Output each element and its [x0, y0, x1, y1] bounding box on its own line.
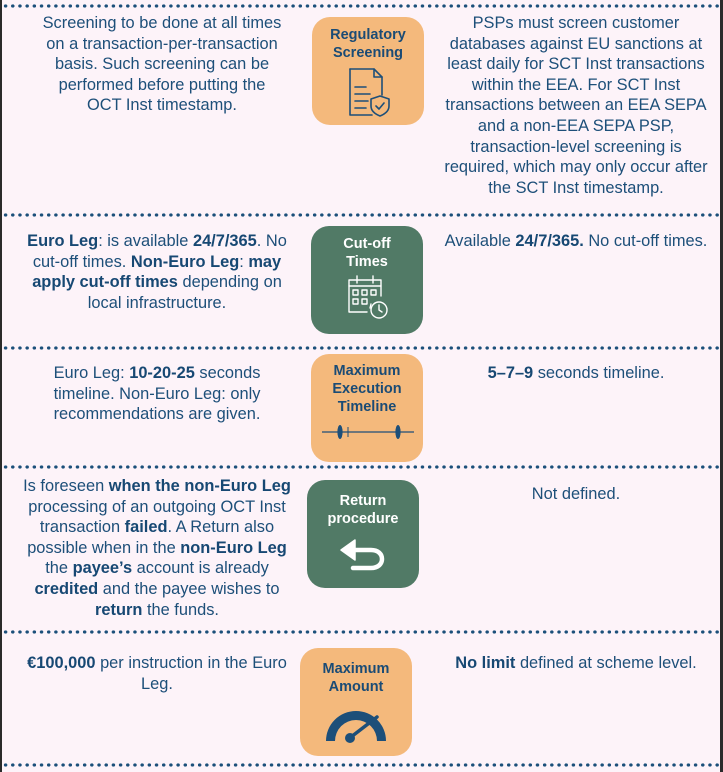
- text: . No cut-off times.: [32, 232, 287, 271]
- right-cell: [438, 363, 714, 384]
- tile-title-line: Amount: [328, 679, 384, 695]
- bold-text: may apply cut-off times: [32, 252, 282, 292]
- tile-maximum-execution-timeline: [311, 354, 423, 462]
- text: per instruction in the Euro Leg.: [95, 654, 287, 693]
- document-shield-check-icon: [342, 65, 394, 119]
- right-cell: [438, 653, 714, 674]
- text: defined at scheme level.: [515, 654, 697, 672]
- text: depending on local infrastructure.: [87, 273, 282, 312]
- text: :: [239, 252, 249, 271]
- tile-title: [312, 17, 424, 62]
- text: the: [45, 559, 73, 578]
- bold-text: No limit: [455, 654, 516, 672]
- tile-regulatory-screening: [312, 17, 424, 125]
- text: seconds timeline. Non-Euro Leg: only recommendations are given.: [53, 364, 261, 424]
- tile-title: [311, 226, 423, 271]
- speedometer-gauge-icon: [321, 701, 391, 745]
- dotted-separator: [2, 346, 720, 350]
- bold-text: Euro Leg: [27, 232, 99, 250]
- bold-text: return: [95, 600, 143, 619]
- text: and the payee wishes to: [98, 579, 280, 598]
- dotted-separator: [2, 213, 720, 217]
- tile-title-line: Cut-off: [343, 236, 391, 252]
- bold-text: 10-20-25: [129, 364, 195, 382]
- comparison-table: [2, 0, 720, 772]
- text: No cut-off times.: [583, 232, 708, 250]
- bold-text: payee’s: [72, 559, 133, 578]
- tile-title-line: Return: [339, 493, 387, 509]
- tile-title-line: Maximum: [333, 363, 401, 379]
- bold-text: failed: [124, 518, 168, 537]
- tile-title: [307, 480, 419, 528]
- dotted-separator: [2, 465, 720, 469]
- text: . A Return also possible when in the: [27, 518, 275, 557]
- return-arrow-icon: [337, 536, 389, 576]
- text: Available: [444, 232, 516, 250]
- right-cell: [438, 231, 714, 252]
- text: processing of an outgoing OCT Inst transaction: [28, 497, 286, 537]
- tile-title: [311, 354, 423, 416]
- text: : is available: [98, 232, 193, 250]
- text: the funds.: [142, 600, 219, 619]
- dotted-separator: [2, 4, 720, 8]
- text: seconds timeline.: [533, 364, 665, 382]
- tile-maximum-amount: [300, 648, 412, 756]
- bold-text: Non-Euro Leg: [130, 252, 240, 271]
- text: Screening to be done at all times on a transaction-per-transaction basis. Such screening can be performed before putting the OCT Inst timestamp.: [42, 14, 282, 115]
- text: Euro Leg:: [53, 364, 130, 382]
- tile-return-procedure: [307, 480, 419, 588]
- left-cell: [22, 231, 292, 313]
- left-cell: [22, 653, 292, 694]
- tile-title-line: Execution: [332, 381, 402, 397]
- tile-cut-off-times: [311, 226, 423, 334]
- text: Not defined.: [531, 485, 621, 503]
- left-cell: [22, 476, 292, 620]
- bold-text: credited: [34, 579, 99, 598]
- text: PSPs must screen customer databases against EU sanctions at least daily for SCT Inst transactions within the EEA. For SCT Inst transactions between an EEA SEPA and a non-EEA SEPA PSP, transaction-level screening is required, which may only occur after the SCT Inst timestamp.: [444, 14, 708, 197]
- dotted-separator: [2, 763, 720, 767]
- left-cell: [42, 13, 282, 116]
- text: account is already: [132, 559, 269, 578]
- bold-text: 24/7/365.: [515, 232, 584, 250]
- tile-title-line: Maximum: [322, 661, 390, 677]
- text: Is foreseen: [23, 477, 109, 495]
- left-cell: [22, 363, 292, 425]
- tile-title-line: Screening: [332, 45, 404, 61]
- bold-text: €100,000: [27, 654, 96, 672]
- right-cell: [438, 484, 714, 505]
- bold-text: 24/7/365: [192, 232, 257, 250]
- tile-title-line: Regulatory: [330, 27, 406, 43]
- calendar-clock-icon: [341, 274, 393, 322]
- tile-title-line: Timeline: [337, 399, 397, 415]
- tile-title-line: procedure: [327, 511, 399, 527]
- tile-title: [300, 648, 412, 696]
- bold-text: non-Euro Leg: [180, 538, 287, 557]
- dotted-separator: [2, 630, 720, 634]
- timeline-icon: [318, 421, 416, 443]
- right-cell: [438, 13, 714, 198]
- bold-text: when the non-Euro Leg: [108, 477, 291, 495]
- tile-title-line: Times: [346, 254, 388, 270]
- bold-text: 5–7–9: [487, 364, 534, 382]
